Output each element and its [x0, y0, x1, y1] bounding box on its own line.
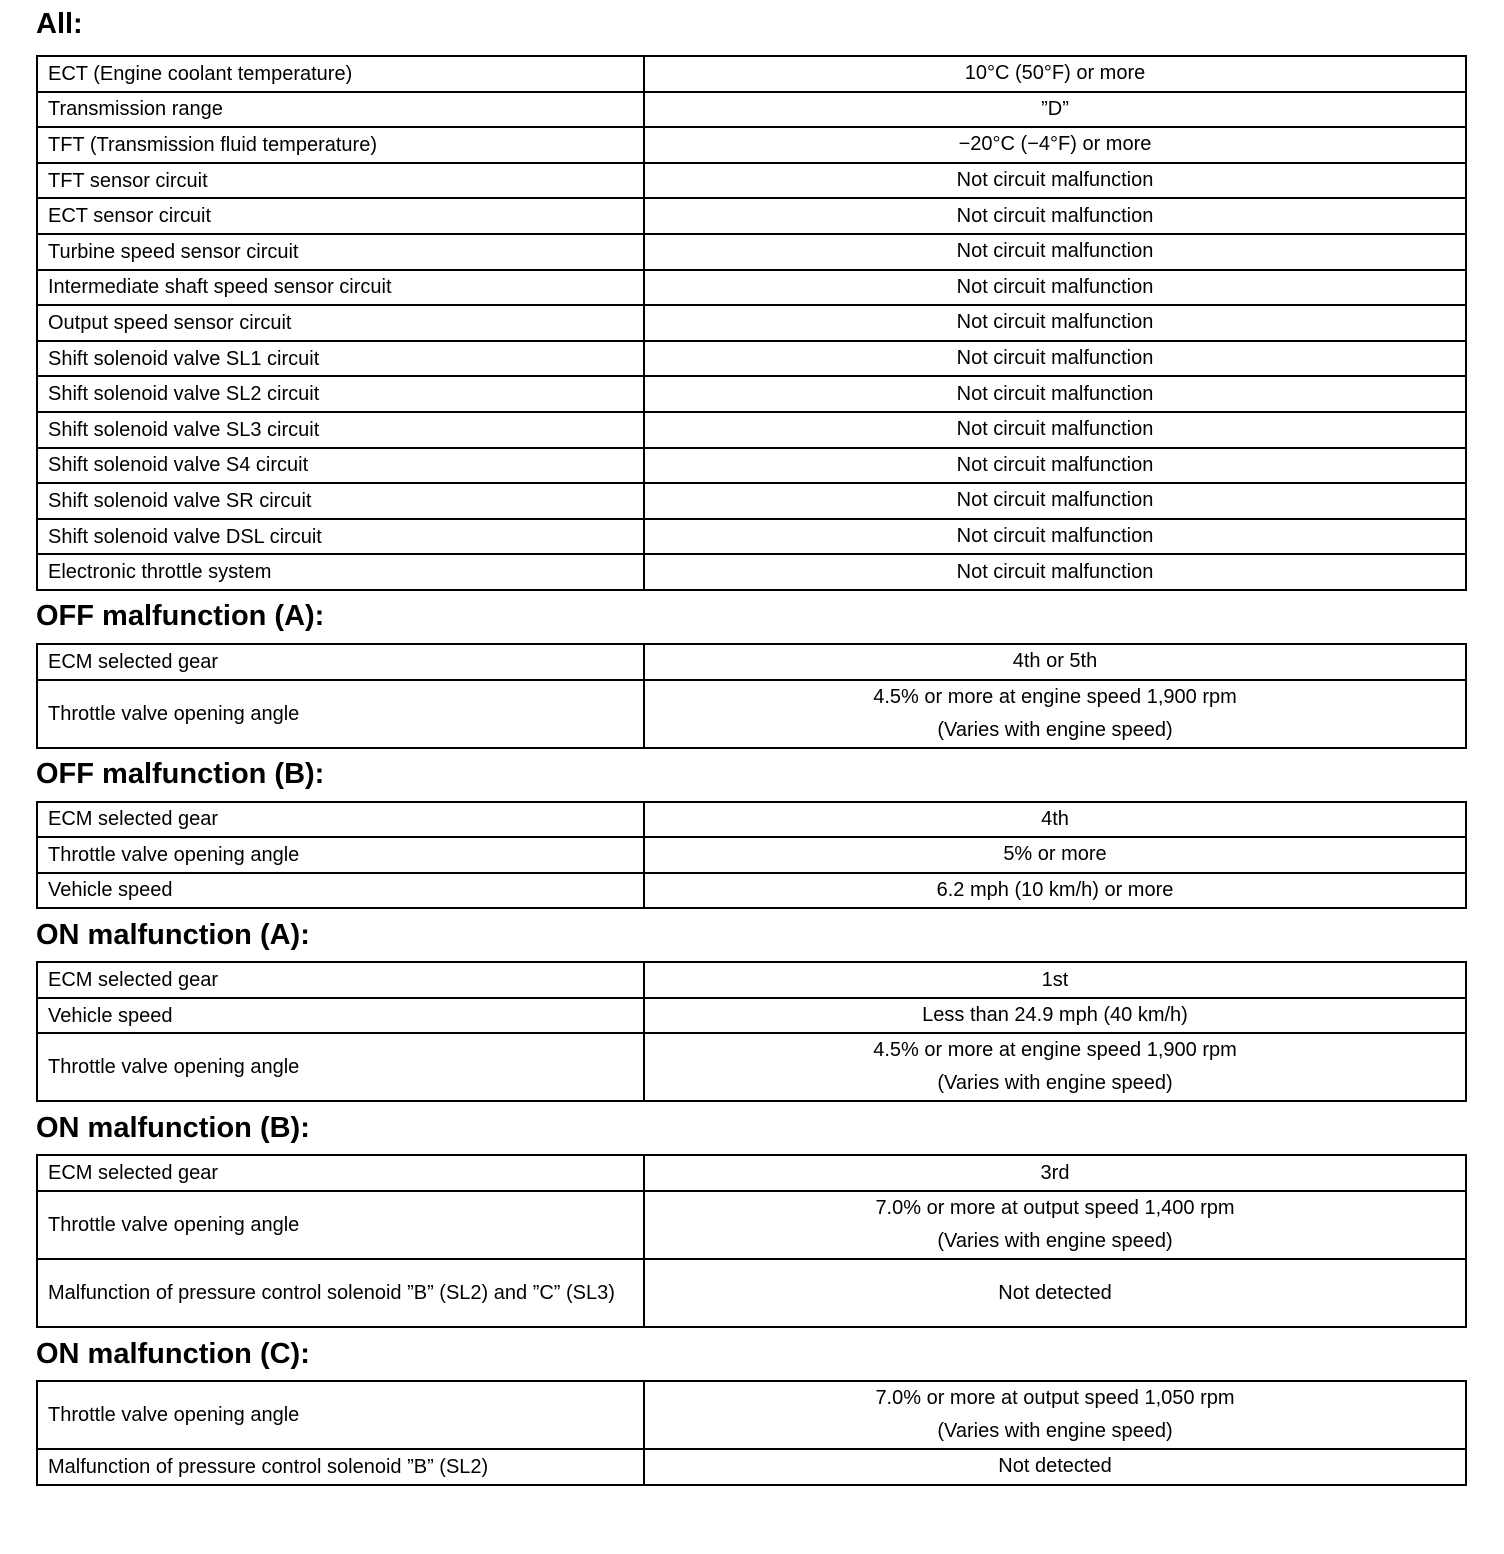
condition-label: ECT sensor circuit — [37, 198, 644, 234]
condition-value-line: Not circuit malfunction — [956, 489, 1154, 512]
condition-label: Shift solenoid valve SL2 circuit — [37, 376, 644, 412]
condition-value-line: 3rd — [1040, 1161, 1070, 1184]
condition-value — [644, 127, 1466, 163]
condition-value-line: 7.0% or more at output speed 1,050 rpm — [875, 1387, 1235, 1410]
condition-value-line: Not circuit malfunction — [956, 347, 1154, 370]
condition-label: Throttle valve opening angle — [37, 680, 644, 748]
condition-value — [644, 305, 1466, 341]
condition-table — [36, 801, 1467, 910]
condition-value-line: 6.2 mph (10 km/h) or more — [936, 878, 1174, 901]
condition-table — [36, 1380, 1467, 1486]
condition-label: Vehicle speed — [37, 998, 644, 1034]
condition-value-line: Not circuit malfunction — [956, 560, 1154, 583]
condition-value — [644, 341, 1466, 377]
condition-value-line: 7.0% or more at output speed 1,400 rpm — [875, 1197, 1235, 1220]
condition-value-line: (Varies with engine speed) — [937, 1420, 1173, 1443]
table-row — [37, 56, 1466, 92]
condition-value — [644, 92, 1466, 128]
section-title: OFF malfunction (A): — [36, 600, 325, 633]
condition-value — [644, 519, 1466, 555]
table-row — [37, 1259, 1466, 1327]
condition-label: TFT (Transmission fluid temperature) — [37, 127, 644, 163]
condition-value-line: Not circuit malfunction — [956, 275, 1154, 298]
condition-value-line: −20°C (−4°F) or more — [958, 133, 1152, 156]
condition-value — [644, 802, 1466, 838]
condition-value — [644, 962, 1466, 998]
table-row — [37, 1033, 1466, 1101]
condition-table — [36, 643, 1467, 749]
table-row — [37, 519, 1466, 555]
section-title: OFF malfunction (B): — [36, 758, 325, 790]
condition-value-line: (Varies with engine speed) — [937, 718, 1173, 741]
table-row — [37, 837, 1466, 873]
condition-value-line: 4.5% or more at engine speed 1,900 rpm — [873, 685, 1237, 708]
condition-value — [644, 873, 1466, 909]
condition-value — [644, 1191, 1466, 1259]
condition-value-line: Not circuit malfunction — [956, 382, 1154, 405]
condition-table — [36, 55, 1467, 591]
table-row — [37, 376, 1466, 412]
condition-value-line: Not detected — [998, 1281, 1112, 1304]
condition-label: Shift solenoid valve SR circuit — [37, 483, 644, 519]
table-row — [37, 1191, 1466, 1259]
condition-value — [644, 198, 1466, 234]
table-row — [37, 234, 1466, 270]
table-row — [37, 802, 1466, 838]
condition-value — [644, 644, 1466, 680]
table-row — [37, 127, 1466, 163]
condition-label: TFT sensor circuit — [37, 163, 644, 199]
condition-value-line: Not detected — [998, 1455, 1112, 1478]
condition-label: Transmission range — [37, 92, 644, 128]
table-row — [37, 554, 1466, 590]
condition-label: ECM selected gear — [37, 962, 644, 998]
condition-value — [644, 1259, 1466, 1327]
table-row — [37, 341, 1466, 377]
condition-label: Throttle valve opening angle — [37, 1033, 644, 1101]
table-row — [37, 1155, 1466, 1191]
condition-value-line: 10°C (50°F) or more — [964, 62, 1146, 85]
condition-value-line: Not circuit malfunction — [956, 240, 1154, 263]
condition-label: Throttle valve opening angle — [37, 1191, 644, 1259]
condition-label: Turbine speed sensor circuit — [37, 234, 644, 270]
condition-value — [644, 1033, 1466, 1101]
condition-label: Malfunction of pressure control solenoid ”B” (SL2) — [37, 1449, 644, 1485]
condition-label: Electronic throttle system — [37, 554, 644, 590]
condition-value-line: (Varies with engine speed) — [937, 1230, 1173, 1253]
condition-value — [644, 270, 1466, 306]
condition-value — [644, 448, 1466, 484]
condition-value-line: 1st — [1041, 968, 1069, 991]
condition-value-line: Less than 24.9 mph (40 km/h) — [922, 1004, 1188, 1027]
condition-label: Intermediate shaft speed sensor circuit — [37, 270, 644, 306]
condition-label: ECM selected gear — [37, 802, 644, 838]
condition-value — [644, 56, 1466, 92]
condition-table — [36, 961, 1467, 1102]
section-title: ON malfunction (B): — [36, 1111, 310, 1144]
section-title: All: — [36, 8, 83, 40]
condition-value-line: Not circuit malfunction — [956, 418, 1154, 441]
condition-label: Shift solenoid valve S4 circuit — [37, 448, 644, 484]
condition-value-line: ”D” — [1041, 97, 1069, 120]
condition-label: Malfunction of pressure control solenoid ”B” (SL2) and ”C” (SL3) — [37, 1259, 644, 1327]
condition-value-line: Not circuit malfunction — [956, 525, 1154, 548]
condition-label: Throttle valve opening angle — [37, 1381, 644, 1449]
table-row — [37, 305, 1466, 341]
condition-value — [644, 483, 1466, 519]
condition-value — [644, 376, 1466, 412]
table-row — [37, 412, 1466, 448]
condition-label: Shift solenoid valve SL3 circuit — [37, 412, 644, 448]
condition-value — [644, 837, 1466, 873]
table-row — [37, 1381, 1466, 1449]
table-row — [37, 448, 1466, 484]
condition-value — [644, 163, 1466, 199]
condition-value-line: 4.5% or more at engine speed 1,900 rpm — [873, 1039, 1237, 1062]
condition-table — [36, 1154, 1467, 1328]
table-row — [37, 1449, 1466, 1485]
condition-value — [644, 554, 1466, 590]
condition-value-line: 4th or 5th — [1012, 650, 1098, 673]
condition-value-line: (Varies with engine speed) — [937, 1072, 1173, 1095]
table-row — [37, 998, 1466, 1034]
condition-value — [644, 1155, 1466, 1191]
section-title: ON malfunction (A): — [36, 918, 310, 951]
condition-label: Shift solenoid valve SL1 circuit — [37, 341, 644, 377]
table-row — [37, 92, 1466, 128]
table-row — [37, 270, 1466, 306]
section-title: ON malfunction (C): — [36, 1337, 310, 1370]
condition-value-line: 5% or more — [1003, 843, 1107, 866]
condition-value-line: Not circuit malfunction — [956, 204, 1154, 227]
condition-label: ECM selected gear — [37, 644, 644, 680]
condition-value — [644, 998, 1466, 1034]
condition-label: ECT (Engine coolant temperature) — [37, 56, 644, 92]
spec-sheet — [36, 0, 1467, 1486]
table-row — [37, 198, 1466, 234]
condition-value-line: Not circuit malfunction — [956, 453, 1154, 476]
condition-value-line: Not circuit malfunction — [956, 311, 1154, 334]
condition-label: ECM selected gear — [37, 1155, 644, 1191]
condition-value — [644, 1381, 1466, 1449]
condition-value — [644, 680, 1466, 748]
condition-label: Shift solenoid valve DSL circuit — [37, 519, 644, 555]
table-row — [37, 483, 1466, 519]
condition-label: Output speed sensor circuit — [37, 305, 644, 341]
condition-label: Throttle valve opening angle — [37, 837, 644, 873]
condition-value-line: Not circuit malfunction — [956, 169, 1154, 192]
table-row — [37, 873, 1466, 909]
table-row — [37, 962, 1466, 998]
condition-value — [644, 412, 1466, 448]
table-row — [37, 163, 1466, 199]
condition-value — [644, 234, 1466, 270]
condition-value — [644, 1449, 1466, 1485]
table-row — [37, 644, 1466, 680]
table-row — [37, 680, 1466, 748]
condition-label: Vehicle speed — [37, 873, 644, 909]
condition-value-line: 4th — [1041, 807, 1069, 830]
